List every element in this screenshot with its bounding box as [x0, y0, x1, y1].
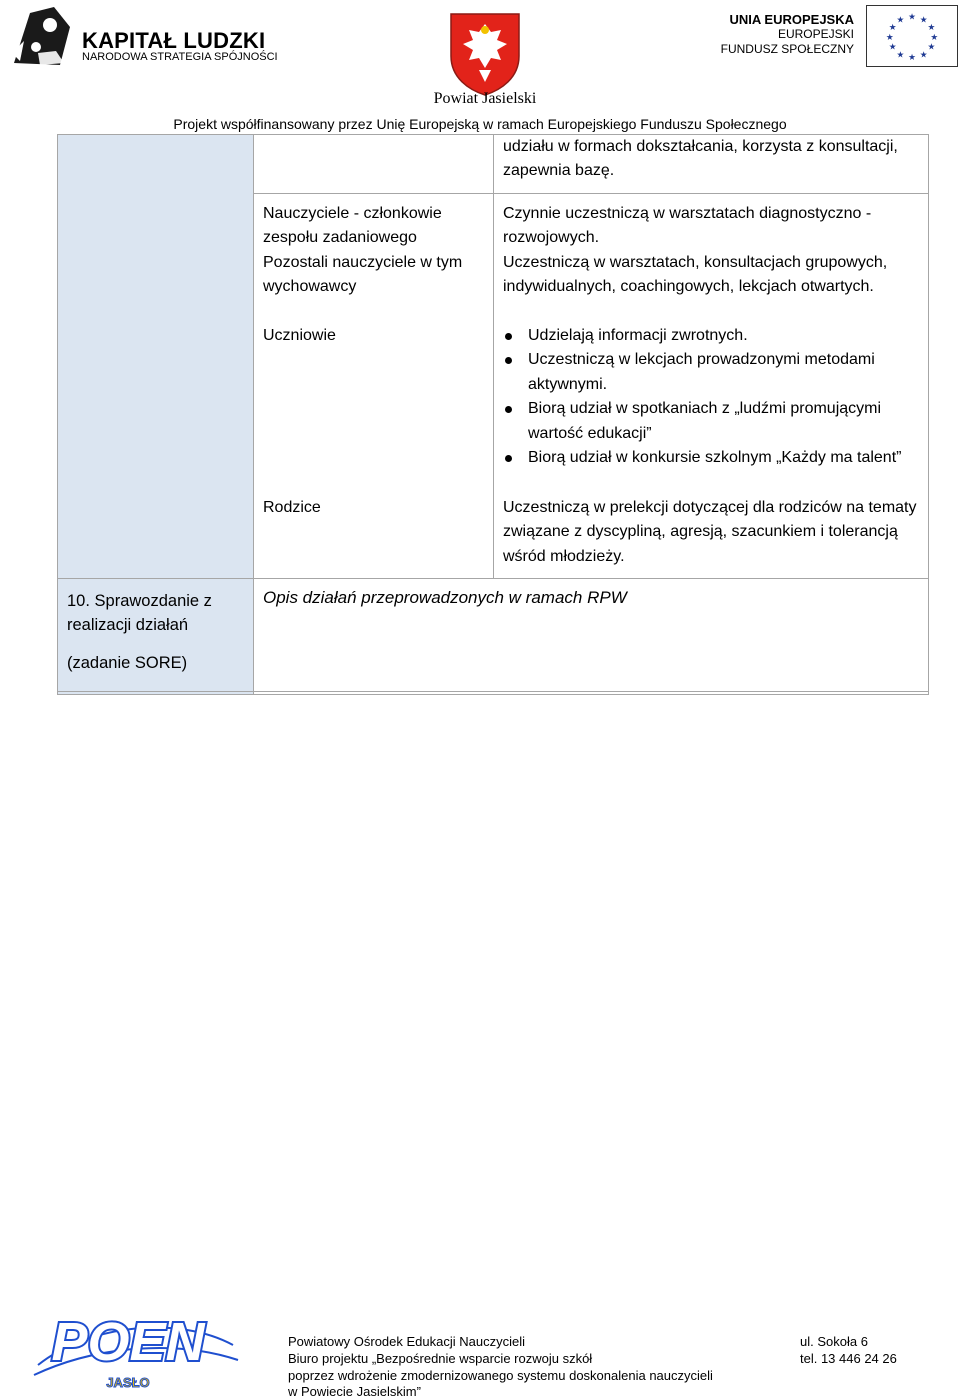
poen-town-text: JASŁO [106, 1375, 150, 1390]
list-item: Biorą udział w konkursie szkolnym „Każdy ma talent” [503, 446, 925, 470]
eu-line-1: UNIA EUROPEJSKA [729, 12, 854, 27]
column-divider-1 [253, 134, 254, 695]
poen-logo-text: POEN [51, 1312, 205, 1372]
list-item: Uczestniczą w lekcjach prowadzonymi metodami aktywnymi. [503, 348, 925, 397]
svg-text:★: ★ [908, 53, 916, 64]
eu-line-2: EUROPEJSKI [777, 27, 854, 41]
activities-table [57, 134, 929, 695]
svg-text:★: ★ [919, 50, 928, 61]
teachers-team-label: Nauczyciele - członkowie zespołu zadaniowego [263, 205, 442, 247]
continued-text: udziału w formach dokształcania, korzysta z konsultacji, zapewnia bazę. [503, 138, 898, 180]
students-activity-list [503, 324, 925, 470]
svg-text:★: ★ [927, 23, 936, 34]
column-divider-2 [493, 134, 494, 578]
svg-text:★: ★ [888, 23, 897, 34]
footer-line-1: Powiatowy Ośrodek Edukacji Nauczycieli [288, 1334, 525, 1349]
table-bottom-shadow [57, 691, 929, 692]
parents-activity: Uczestniczą w prelekcji dotyczącej dla rodziców na tematy związane z dyscypliną, agresją, szacunkiem i tolerancją wśród młodzieży. [503, 499, 917, 565]
svg-text:★: ★ [930, 32, 939, 43]
powiat-crest-icon [449, 12, 521, 96]
svg-text:★: ★ [896, 50, 905, 61]
svg-text:★: ★ [885, 32, 894, 43]
footer-phone: tel. 13 446 24 26 [800, 1351, 897, 1366]
list-item: Udzielają informacji zwrotnych. [503, 324, 925, 348]
kapital-ludzki-title: KAPITAŁ LUDZKI [82, 28, 266, 53]
table-border-right [928, 134, 929, 695]
list-item: Biorą udział w spotkaniach z „ludźmi promującymi wartość edukacji” [503, 397, 925, 446]
project-funding-line: Projekt współfinansowany przez Unię Europejską w ramach Europejskiego Funduszu Społecznego [173, 116, 787, 132]
footer-line-2: Biuro projektu „Bezpośrednie wsparcie rozwoju szkół [288, 1351, 593, 1366]
svg-text:★: ★ [919, 15, 928, 26]
report-description: Opis działań przeprowadzonych w ramach RPW [263, 588, 627, 607]
row-divider-report [57, 578, 929, 579]
students-label: Uczniowie [263, 327, 336, 344]
footer-address: ul. Sokoła 6 [800, 1334, 868, 1349]
svg-text:★: ★ [896, 15, 905, 26]
svg-text:★: ★ [927, 42, 936, 53]
svg-text:★: ★ [908, 12, 916, 23]
eu-line-3: FUNDUSZ SPOŁECZNY [720, 42, 854, 56]
eu-flag-icon [866, 5, 958, 67]
parents-label: Rodzice [263, 499, 321, 516]
table-border-bottom [57, 694, 929, 695]
teachers-team-activity: Czynnie uczestniczą w warsztatach diagnostyczno - rozwojowych. [503, 205, 872, 247]
svg-text:★: ★ [888, 42, 897, 53]
eu-label [721, 12, 854, 57]
page-header [0, 0, 960, 135]
powiat-name: Powiat Jasielski [433, 90, 537, 107]
other-teachers-activity: Uczestniczą w warsztatach, konsultacjach grupowych, indywidualnych, coachingowych, lekcjach otwartych. [503, 254, 888, 296]
kapital-ludzki-subtitle: NARODOWA STRATEGIA SPÓJNOŚCI [82, 51, 278, 63]
other-teachers-label: Pozostali nauczyciele w tym wychowawcy [263, 254, 463, 296]
report-section-title: 10. Sprawozdanie z realizacji działań [67, 592, 212, 634]
footer-line-4: w Powiecie Jasielskim” [288, 1384, 421, 1399]
footer-line-3: poprzez wdrożenie zmodernizowanego systemu doskonalenia nauczycieli [288, 1368, 713, 1383]
report-section-sub: (zadanie SORE) [67, 654, 188, 672]
row-divider-1 [253, 193, 929, 194]
table-border-left [57, 134, 58, 695]
poen-logo-icon [28, 1305, 243, 1393]
